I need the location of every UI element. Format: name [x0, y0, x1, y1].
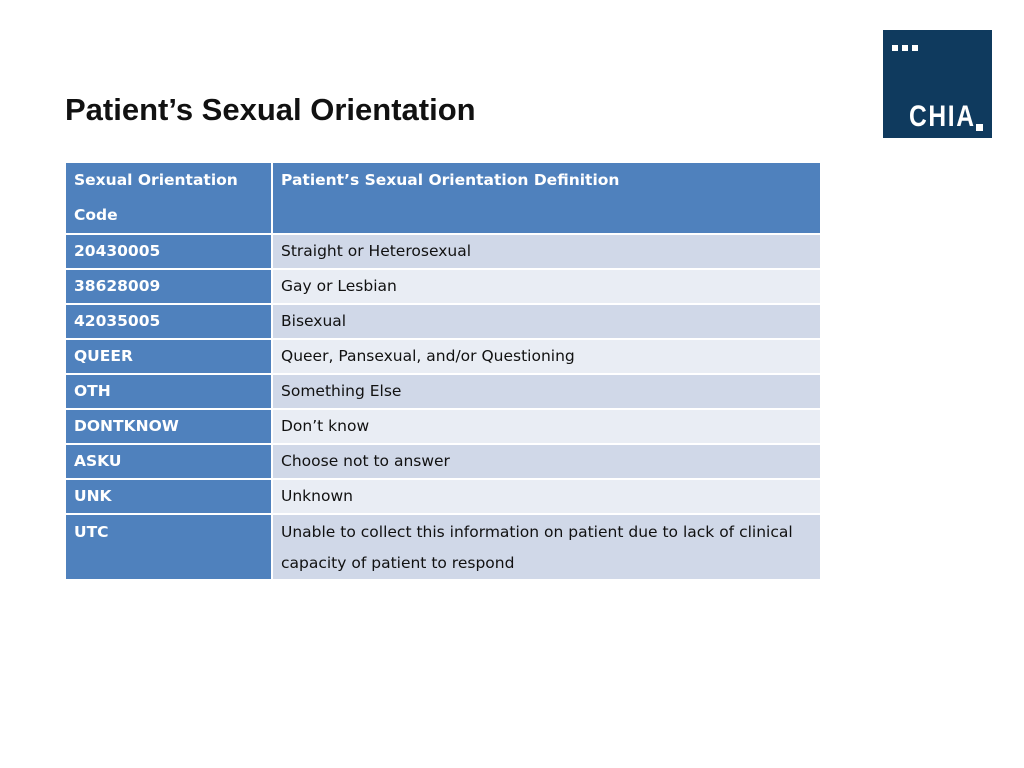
definition-cell: Gay or Lesbian: [273, 270, 820, 305]
chia-logo: [883, 30, 992, 138]
definition-cell: Unable to collect this information on patient due to lack of clinical capacity of patient to respond: [273, 515, 820, 581]
logo-text: CHIA: [909, 100, 976, 133]
table-row: [66, 235, 820, 270]
column-header-code: Sexual Orientation Code: [66, 163, 273, 235]
table-row: [66, 410, 820, 445]
definition-cell: Don’t know: [273, 410, 820, 445]
table-row: [66, 480, 820, 515]
table-row: [66, 270, 820, 305]
definition-cell: Choose not to answer: [273, 445, 820, 480]
page-title: Patient’s Sexual Orientation: [65, 92, 476, 127]
code-cell: 20430005: [66, 235, 273, 270]
code-cell: 38628009: [66, 270, 273, 305]
table-row: [66, 445, 820, 480]
sexual-orientation-table: [66, 163, 820, 581]
code-cell: DONTKNOW: [66, 410, 273, 445]
code-cell: OTH: [66, 375, 273, 410]
code-cell: QUEER: [66, 340, 273, 375]
code-cell: UNK: [66, 480, 273, 515]
code-cell: UTC: [66, 515, 273, 581]
table-row: [66, 515, 820, 581]
code-cell: 42035005: [66, 305, 273, 340]
logo-dots-icon: [892, 38, 922, 44]
definition-cell: Straight or Heterosexual: [273, 235, 820, 270]
definition-cell: Something Else: [273, 375, 820, 410]
table-row: [66, 305, 820, 340]
logo-period-icon: [976, 124, 983, 131]
table-row: [66, 375, 820, 410]
table-header-row: [66, 163, 820, 235]
table-row: [66, 340, 820, 375]
definition-cell: Queer, Pansexual, and/or Questioning: [273, 340, 820, 375]
definition-cell: Bisexual: [273, 305, 820, 340]
code-cell: ASKU: [66, 445, 273, 480]
column-header-definition: Patient’s Sexual Orientation Definition: [273, 163, 820, 235]
definition-cell: Unknown: [273, 480, 820, 515]
